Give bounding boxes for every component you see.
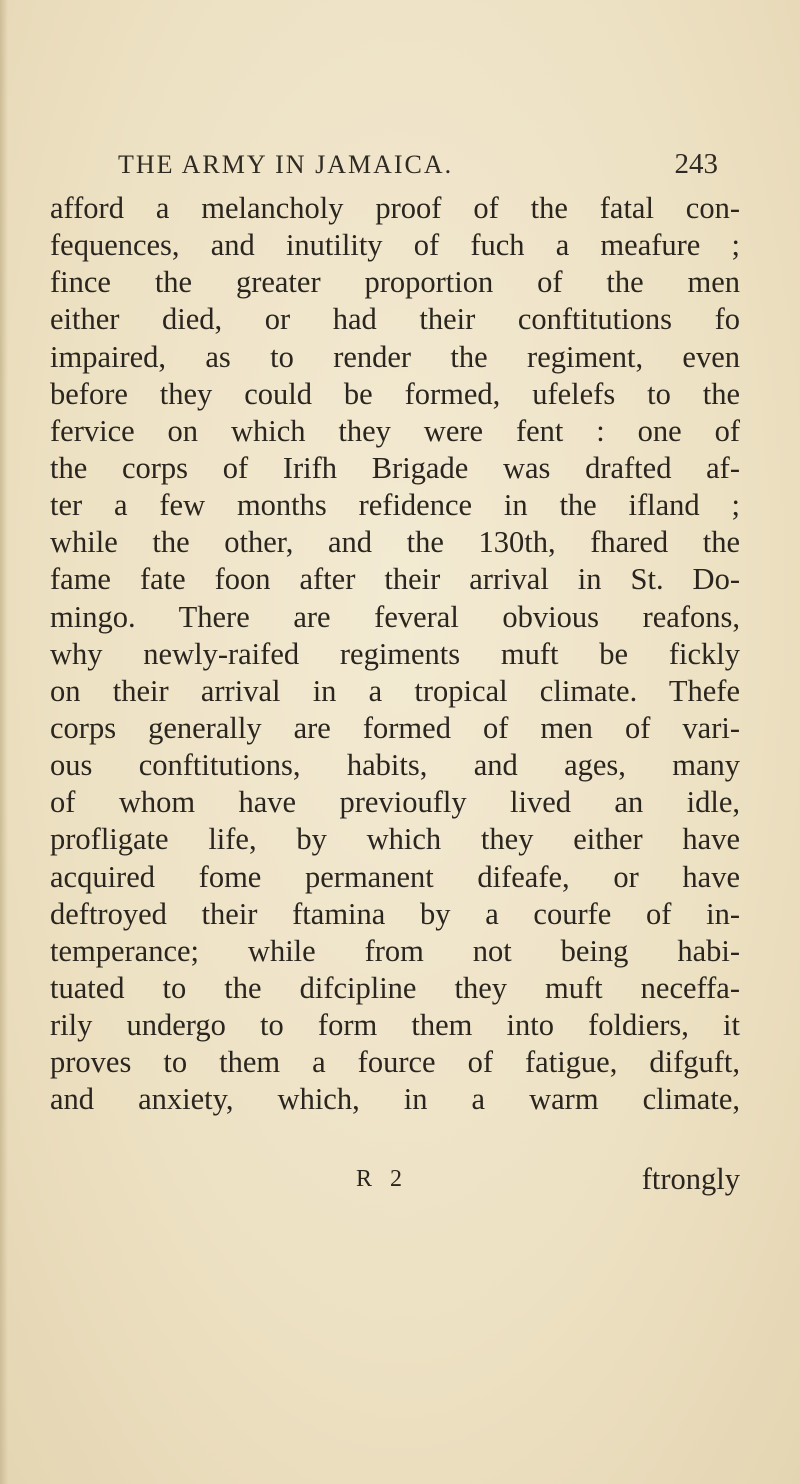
text-line: mingo. There are feveral obvious reafons, [50, 599, 740, 634]
catchword: ftrongly [641, 1162, 740, 1196]
text-line: afford a melancholy proof of the fatal con- [50, 191, 740, 225]
text-line: corps generally are formed of men of vari- [50, 710, 740, 745]
text-line: temperance; while from not being habi- [50, 933, 740, 968]
text-line: while the other, and the 130th, fhared the [50, 525, 740, 560]
text-line: proves to them a fource of fatigue, difguft, [50, 1045, 740, 1080]
text-line: ous conftitutions, habits, and ages, many [50, 748, 740, 783]
text-line: fervice on which they were fent : one of [50, 413, 740, 448]
text-line: rily undergo to form them into foldiers, it [50, 1008, 740, 1043]
text-line: acquired fome permanent difeafe, or have [50, 859, 740, 894]
text-line: why newly-raifed regiments muft be fickly [50, 636, 740, 671]
text-line: ter a few months refidence in the ifland ; [50, 488, 740, 523]
body-text [50, 190, 740, 1119]
spine-shadow [0, 0, 8, 1484]
text-line: fame fate foon after their arrival in St. Do- [50, 562, 740, 597]
text-line: fince the greater proportion of the men [50, 265, 740, 300]
running-title: THE ARMY IN JAMAICA. [118, 150, 454, 179]
page-footer [50, 1160, 740, 1198]
text-line: either died, or had their conftitutions fo [50, 302, 740, 337]
text-line: the corps of Irifh Brigade was drafted af- [50, 450, 740, 485]
text-line: profligate life, by which they either have [50, 822, 740, 857]
text-line: of whom have previoufly lived an idle, [50, 785, 740, 820]
text-line: before they could be formed, ufelefs to the [50, 376, 740, 411]
text-line: impaired, as to render the regiment, even [50, 339, 740, 374]
running-head [118, 150, 718, 190]
signature-mark: R 2 [356, 1166, 409, 1192]
text-line: tuated to the difcipline they muft neceffa- [50, 970, 740, 1005]
text-line: on their arrival in a tropical climate. Thefe [50, 673, 740, 708]
page-number: 243 [674, 148, 718, 180]
text-line: and anxiety, which, in a warm climate, [50, 1082, 740, 1117]
text-line: fequences, and inutility of fuch a meafure ; [50, 228, 740, 263]
text-line: deftroyed their ftamina by a courfe of in- [50, 896, 740, 931]
